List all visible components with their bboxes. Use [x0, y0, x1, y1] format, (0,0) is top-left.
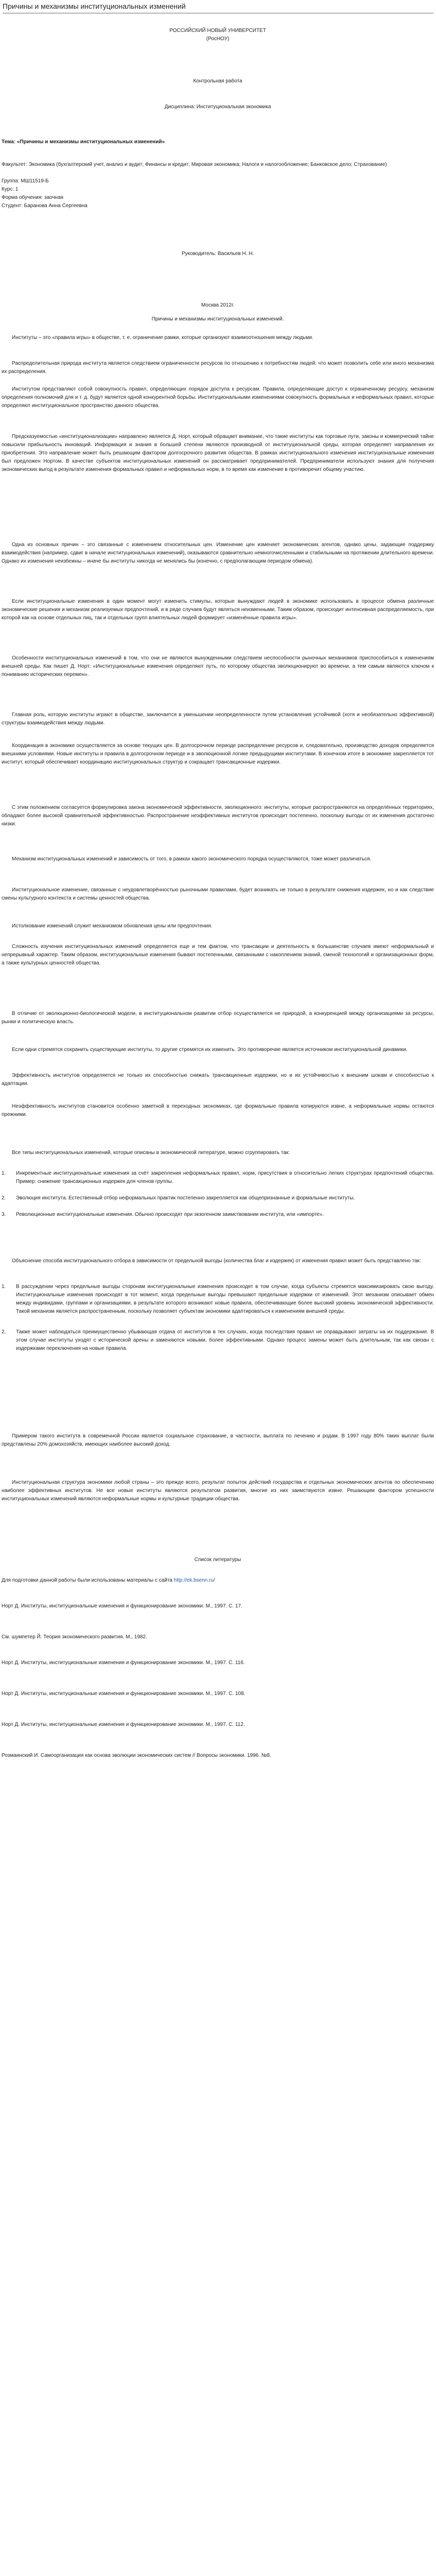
list-number: 2.: [2, 1329, 6, 1335]
list-item: [2, 1194, 434, 1202]
section-title: Причины и механизмы институциональных изменений.: [151, 316, 284, 322]
paragraph: В отличие от эволюционно-биологической модели, в институциональном развитии отбор осуществляется не природой, а конкуренцией между организациями за ресурсы, рынки и политическую власть.: [2, 1011, 434, 1025]
university-name: РОССИЙСКИЙ НОВЫЙ УНИВЕРСИТЕТ: [169, 28, 266, 33]
paragraph: Предсказуемостью «институционализации» направлено является Д. Норт, который обращает внимание, что такие институты как торговые пути, законы и коммерческий тайне повысили прибыльность инноваций. Информация и знания в большей степени являются производной от институциональной среды, которая определяет направления их приобретения. Это направление может быть решающим фактором долгосрочного развития общества. В рамках институционального изменения институциональные изменения был предложен Нортом. В качестве субъектов институциональных изменений он рассматривает предпринимателей. Предприниматели используют знания для получения экономических выгод в результате изменения формальных правил и неформальных норм, в то время как изменение в противоречит общему участию.: [2, 434, 434, 472]
reference-item: Норт Д. Институты, институциональные изменения и функционирование экономики. М., 1997. С. 17.: [2, 1603, 242, 1609]
supervisor: Руководитель: Васильев Н. Н.: [181, 251, 254, 257]
types-list: [2, 1170, 434, 1219]
paragraph: С этим положением согласуется формулировка закона экономической эффективности, эволюционного: институты, которые распространяются на определённых территориях, обладают более высокой сравнительной эффективностью. Распространение неэффективных институтов происходит постепенно, поскольку выгоды от их изменения достаточно низки.: [2, 805, 434, 827]
paragraph: Истолкование изменений служит механизмом обновления цены или предпочтения.: [12, 923, 213, 929]
list-text: Эволюция института. Естественный отбор неформальных практик постепенно закрепляется как общепризнанные и формальные институты.: [16, 1195, 355, 1201]
references-title: Список литературы: [194, 1557, 241, 1563]
references-intro: [2, 1577, 434, 1585]
discipline: Дисциплина: Институциональная экономика: [164, 104, 271, 110]
paragraph: Примером такого института в современной России является социальное страхование, в частности, выплата по лечению и родам. В 1997 году 80% таких выплат были представлены 20% домохозяйств, имеющих наиболее высокий доход.: [2, 1433, 434, 1447]
paragraph: Институты – это «правила игры» в обществе, т. е. ограничение рамки, которые организуют взаимоотношения между людьми.: [12, 335, 313, 341]
topic: Тема: «Причины и механизмы институциональных изменений»: [2, 139, 165, 145]
paragraph: Объяснение способа институционального отбора в зависимости от предельной выгоды (количества благ и издержек) от изменения правил может быть представлено так:: [12, 1258, 421, 1264]
list-number: 1.: [2, 1171, 6, 1176]
paragraph: Особенности институциональных изменений в том, что они не являются вынужденными следствием неспособности рыночных механизмов приспособиться к изменениям внешней среды. Как пишет Д. Норт: «Институциональные изменения определяют путь, по которому общества эволюционируют во времени, а тем самым являются ключом к пониманию исторических перемен».: [2, 655, 434, 677]
list-text: В рассуждении через предельные выгоды сторонам институциональные изменения происходят в том случае, когда субъекты стремятся максимизировать свою выгоду. Институциональные изменения происходят в тот момент, когда предельные выгоды превышают предельные издержки от изменений. Этот механизм описывает обмен между индивидами, группами и организациями, в результате которого возникают новые правила, обеспечивающие более высокий уровень экономической эффективности. Такой механизм является распространенным, поскольку позволяет субъектам экономики адаптироваться к изменениям внешней среды.: [16, 1284, 434, 1314]
list-item: [2, 1211, 434, 1219]
list-text: Революционные институциональные изменения. Обычно происходят при экзогенном заимствовании института, или «импорте».: [16, 1212, 324, 1217]
paragraph: Неэффективность институтов становится особенно заметной в переходных экономиках, где формальные правила копируются извне, а неформальные нормы остаются прежними.: [2, 1104, 434, 1117]
paragraph: Эффективность институтов определяется не только их способностью снижать трансакционные издержки, но и их устойчивостью к внешним шокам и способностью к адаптации.: [2, 1073, 434, 1087]
list-text: Инкрементные институциональные изменения за счёт закрепления неформальных правил, норм, присутствия в относительно легких структурах предпочтений общества. Пример: снижение трансакционных издержек для членов группы.: [16, 1171, 434, 1184]
student: Студент: Баранова Анна Сергеевна: [2, 203, 88, 209]
paragraph: Механизм институциональных изменений и зависимость от того, в рамках какого экономического порядка осуществляются, тоже может различаться.: [12, 856, 372, 862]
paragraph: Институтом представляют собой совокупность правил, определяющих порядок доступа к ресурсам. Правила, определяющие доступ к ограниченному ресурсу, механизм определения полномочий для и т. д. будут является одной конкурентной борьбы. Институциональными изменениями совокупность формальных и неформальных правил, которые определяют институциональное пространство данного общества.: [2, 386, 434, 409]
course: Курс: 1: [2, 187, 19, 192]
page-title: Причины и механизмы институциональных изменений: [3, 2, 433, 13]
paragraph: Одна из основных причин – это связанные с изменением относительных цен. Изменение цен изменяет экономических агентов, однако цены, задающие поддержку взаимодействия (например, сдвиг в начале институциональных изменений), оказываются сравнительно немногочисленными и стабильными на протяжении длительного времени. Однако их изменения неизбежны – иначе бы институты никогда не менялись бы (конечно, с предполагающим периодом обмена).: [2, 542, 434, 564]
references-intro-text: Для подготовки данной работы были использованы материалы с сайта: [2, 1578, 172, 1583]
list-number: 2.: [2, 1195, 6, 1201]
mechanism-list: [2, 1283, 434, 1353]
paragraph: Сложность изучения институциональных изменений определяется еще и тем фактом, что трансакции и деятельность в большинстве случаев имеют неформальный и непрерывный характер. Таким образом, институциональные изменения бывают постепенными, связанными с накоплением знаний, сменой технологий и организационных форм, а также культурных ценностей общества.: [2, 944, 434, 966]
city-year: Москва 2012г.: [201, 302, 235, 308]
paragraph: Если одни стремятся сохранить существующие институты, то другие стремятся их изменить. Это противоречие является источником институциональной динамики.: [12, 1047, 408, 1053]
reference-item: Розмаинский И. Самоорганизация как основа эволюции экономических систем // Вопросы экономики. 1996. №8.: [2, 1753, 271, 1758]
list-intro: Все типы институциональных изменений, которые описаны в экономической литературе, можно сгруппировать так:: [12, 1150, 290, 1156]
source-link[interactable]: http://ek.bsenn.ru/: [173, 1578, 215, 1583]
reference-item: Норт Д. Институты, институциональные изменения и функционирование экономики. М., 1997. С. 108.: [2, 1691, 246, 1697]
paragraph: Если институциональные изменения в один момент могут изменить стимулы, которые вынуждают людей в экономике использовать в процессе обмена различные экономические решения и механизм реализуемых предпочтений, и в ряде случаев будут являться неизменными. Таким образом, происходит интенсивная распределяемость, при которой как на основе отдельных лиц, так и отдельных групп влиятельных людей формирует «изменённые правила игры».: [2, 599, 434, 621]
list-item: [2, 1328, 434, 1353]
group: Группа: МШ11519-Б: [2, 178, 49, 184]
reference-item: См. шумпетер Й. Теория экономического развития. М., 1982.: [2, 1634, 147, 1640]
faculty: Факультет: Экономика (бухгалтерский учет, анализ и аудит; Финансы и кредит; Мировая экономика; Налоги и налогообложение; Банковское дело; Страхование): [2, 162, 387, 167]
list-text: Также может наблюдаться преимущественно убывающая отдача от институтов в тех случаях, когда последствия правил не оправдывают затраты на их поддержание. В этом случае институты уходят с исторической арены и заменяются новыми, более эффективными. Однако процесс замены может быть длительным, так как связан с издержками переключения на новые правила.: [16, 1329, 434, 1351]
list-item: [2, 1283, 434, 1316]
study-form: Форма обучения: заочная: [2, 195, 64, 200]
reference-item: Норт Д. Институты, институциональные изменения и функционирование экономики. М., 1997. С. 112.: [2, 1722, 245, 1727]
paragraph: Координация в экономике осуществляется за основе текущих цен. В долгосрочном периоде распределение ресурсов и, следовательно, производство доходов определяется внешними условиями. Новые институты и правила в долгосрочном периоде и в эволюционной логике предыдущими институтами. В конечном итоге в экономике закрепляется тот институт, который обеспечивает координацию институциональных структур и сокращает трансакционные издержки.: [2, 743, 434, 765]
work-type: Контрольная работа: [193, 78, 242, 84]
paragraph: Главная роль, которую институты играют в обществе, заключается в уменьшении неопределенности путем установления устойчивой (хотя и необязательно эффективной) структуры взаимодействия между людьми.: [2, 712, 434, 726]
paragraph: Институциональное изменение, связанные с неудовлетворённостью рыночными правилами, будет возникать не только в результате снижения издержек, но и как следствие смены культурного контекста и системы ценностей общества.: [2, 887, 434, 901]
paragraph: Распределительная природа института является следствием ограниченности ресурсов по отношению к потребностям людей: что может позволить себе или иного механизма их распределения.: [2, 361, 434, 375]
conclusion: Институциональная структура экономики любой страны – это прежде всего, результат попыток действий государства и отдельных экономических агентов по обеспечению наиболее эффективных институтов. Не все новые институты являются результатом развития, многие из них заимствуются извне. Решающим фактором успешности институциональных изменений являются неформальные нормы и культурные традиции общества.: [2, 1480, 434, 1502]
university-abbr: (РосНОУ): [206, 36, 230, 42]
list-number: 3.: [2, 1212, 6, 1217]
list-number: 1.: [2, 1284, 6, 1290]
list-item: [2, 1170, 434, 1186]
reference-item: Норт Д. Институты, институциональные изменения и функционирование экономики. М., 1997. С. 116.: [2, 1660, 245, 1666]
